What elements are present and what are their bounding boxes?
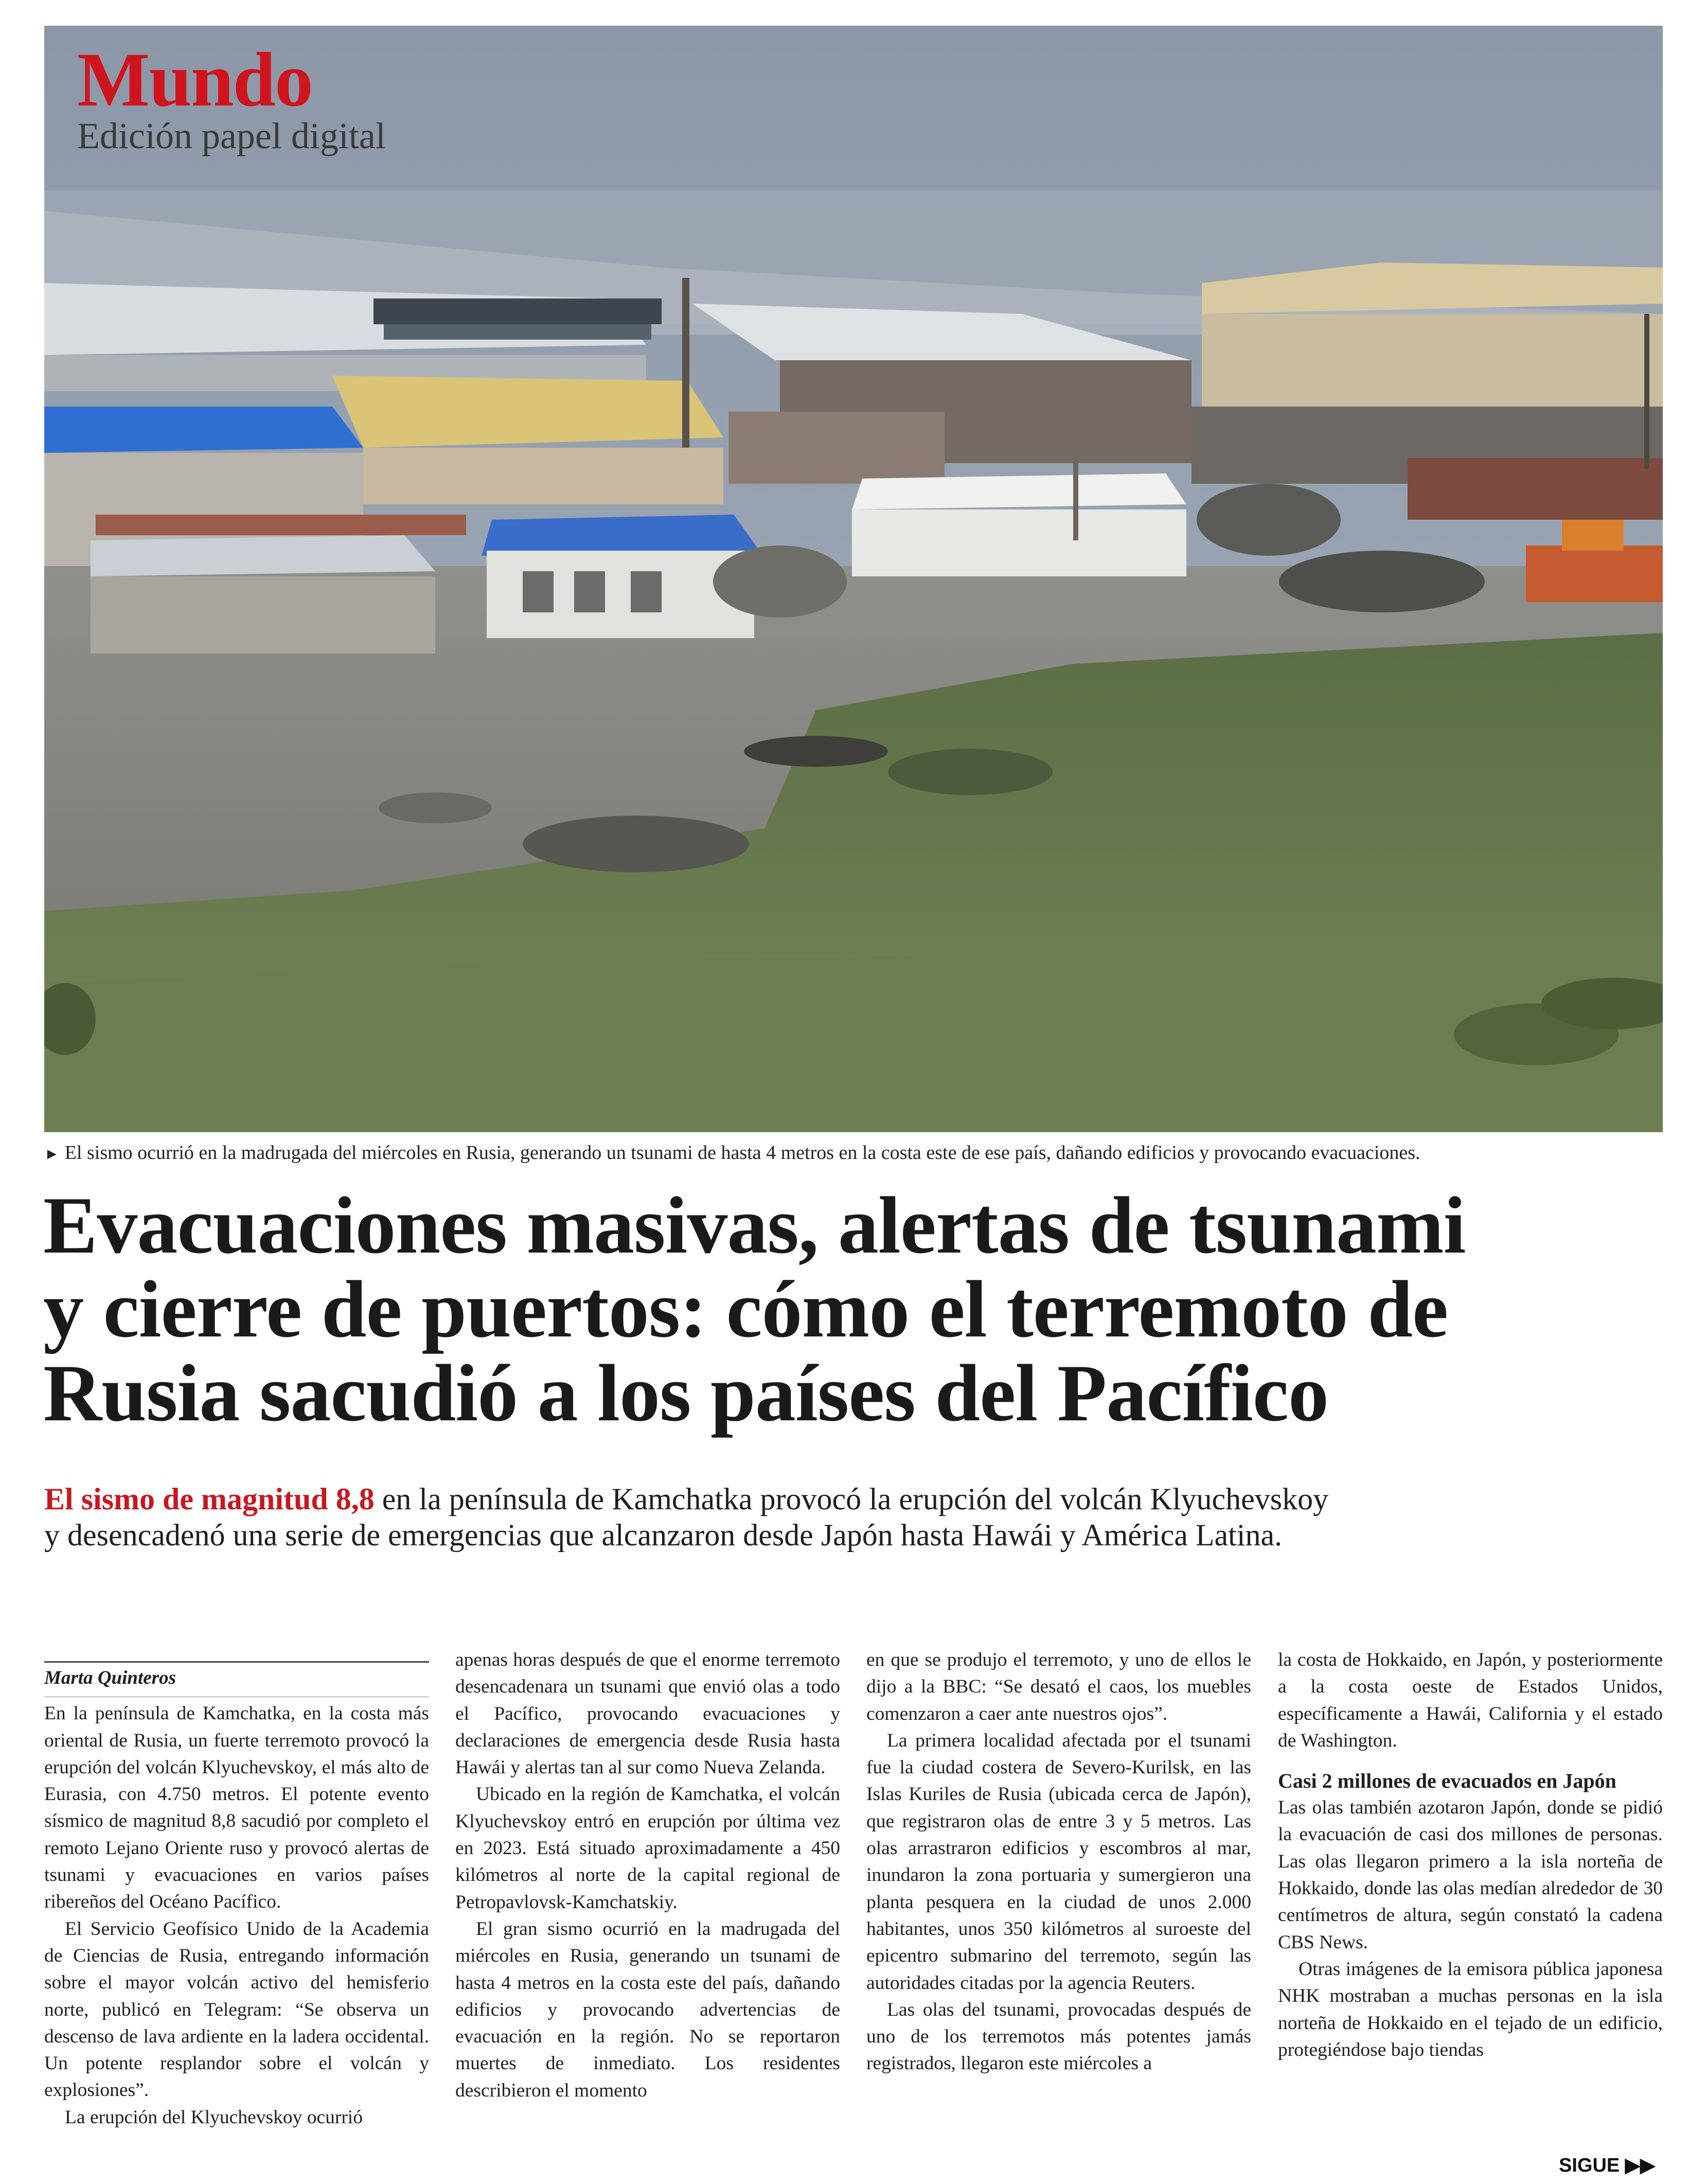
paragraph: Las olas también azotaron Japón, donde se pidió la evacuación de casi dos millones de personas. Las olas llegaron primero a la isla norteña de Hokkaido, donde las olas medían alrededor de 30 centímetros de altura, según constató la cadena CBS News. xyxy=(1278,1797,1663,1953)
caption-text: El sismo ocurrió en la madrugada del miércoles en Rusia, generando un tsunami de hasta 4 metros en la costa este de ese país, dañando edificios y provocando evacuaciones. xyxy=(64,1142,1420,1164)
paragraph: en que se produjo el terremoto, y uno de ellos le dijo a la BBC: “Se desató el caos, los muebles comenzaron a caer ante nuestros ojos”. xyxy=(866,1649,1251,1724)
column-4 xyxy=(1278,1647,1663,2064)
paragraph: Ubicado en la región de Kamchatka, el volcán Klyuchevskoy entró en erupción por última vez en 2023. Está situado aproximadamente a 450 kilómetros al norte de la capital regional de Petropavlovsk-Kamchatskiy. xyxy=(455,1784,840,1913)
byline-author: Marta Quinteros xyxy=(44,1663,429,1697)
tsunami-flooded-port-photo xyxy=(44,26,1663,1132)
paragraph: Otras imágenes de la emisora pública japonesa NHK mostraban a muchas personas en la isla norteña de Hokkaido en el tejado de un edificio, protegiéndose bajo tiendas xyxy=(1278,1958,1663,2060)
lead-highlight: El sismo de magnitud 8,8 xyxy=(44,1482,375,1516)
photo-caption xyxy=(44,1141,1665,1165)
lead-text: en la península de Kamchatka provocó la erupción del volcán Klyuchevskoy xyxy=(374,1482,1329,1516)
paragraph: la costa de Hokkaido, en Japón, y posteriormente a la costa oeste de Estados Unidos, específicamente a Hawái, California y el estado de Washington. xyxy=(1278,1649,1663,1751)
paragraph: apenas horas después de que el enorme terremoto desencadenara un tsunami que envió olas a todo el Pacífico, provocando evacuaciones y declaraciones de emergencia desde Rusia hasta Hawái y alertas tan al sur como Nueva Zelanda. xyxy=(455,1649,840,1778)
section-title: Mundo xyxy=(77,37,312,122)
paragraph: El Servicio Geofísico Unido de la Academia de Ciencias de Rusia, entregando información sobre el mayor volcán activo del hemisferio norte, publicó en Telegram: “Se observa un descenso de lava ardiente en la ladera occidental. Un potente resplandor sobre el volcán y explosiones”. xyxy=(44,1918,429,2101)
lead-paragraph xyxy=(44,1481,1665,1553)
paragraph: La primera localidad afectada por el tsunami fue la ciudad costera de Severo-Kurilsk, en las Islas Kuriles de Rusia (ubicada cerca de Japón), que registraron olas de entre 3 y 5 metros. Las olas arrastraron edificios y escombros al mar, inundaron la zona portuaria y sumergieron una planta pesquera en la ciudad de unos 2.000 habitantes, unos 350 kilómetros al suroeste del epicentro submarino del terremoto, según las autoridades citadas por la agencia Reuters. xyxy=(866,1730,1251,1994)
paragraph: La erupción del Klyuchevskoy ocurrió xyxy=(65,2106,363,2128)
column-2 xyxy=(455,1647,840,2104)
paragraph: En la península de Kamchatka, en la costa más oriental de Rusia, un fuerte terremoto provocó la erupción del volcán Klyuchevskoy, el más alto de Eurasia, con 4.750 metros. El potente evento sísmico de magnitud 8,8 sacudió por completo el remoto Lejano Oriente ruso y provocó alertas de tsunami y evacuaciones en varios países ribereños del Océano Pacífico. xyxy=(44,1703,429,1913)
paragraph: El gran sismo ocurrió en la madrugada del miércoles en Rusia, generando un tsunami de hasta 4 metros en la costa este del país, dañando edificios y provocando advertencias de evacuación en la región. No se reportaron muertes de inmediato. Los residentes describieron el momento xyxy=(455,1918,840,2101)
caption-arrow-icon: ► xyxy=(44,1146,60,1163)
subheading: Casi 2 millones de evacuados en Japón xyxy=(1278,1769,1616,1793)
headline-line: y cierre de puertos: cómo el terremoto de xyxy=(43,1264,1448,1354)
headline xyxy=(43,1181,1669,1438)
column-1 xyxy=(44,1647,429,2131)
paragraph: Las olas del tsunami, provocadas después de uno de los terremotos más potentes jamás registrados, llegaron este miércoles a xyxy=(866,1999,1251,2074)
headline-line: Rusia sacudió a los países del Pacífico xyxy=(43,1348,1328,1438)
column-3 xyxy=(866,1647,1251,2077)
continue-link[interactable]: SIGUE ▶▶ xyxy=(1559,2155,1656,2176)
lead-text: y desencadenó una serie de emergencias que alcanzaron desde Japón hasta Hawái y América Latina. xyxy=(44,1518,1283,1552)
section-subtitle: Edición papel digital xyxy=(77,115,386,156)
headline-line: Evacuaciones masivas, alertas de tsunami xyxy=(43,1181,1466,1271)
article-body xyxy=(44,1647,1663,2141)
